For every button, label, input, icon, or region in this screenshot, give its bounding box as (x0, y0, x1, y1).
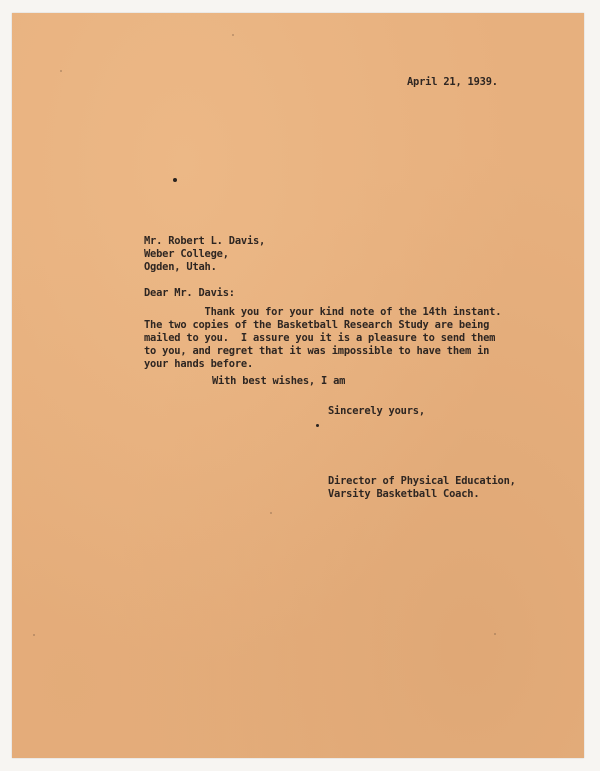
signature-title-line-2: Varsity Basketball Coach. (328, 488, 480, 500)
letter-date: April 21, 1939. (407, 76, 498, 88)
closing-line: Sincerely yours, (328, 405, 425, 417)
paper-speck (60, 70, 62, 72)
body-line-4: to you, and regret that it was impossible to have them in (144, 345, 490, 357)
body-line-5: your hands before. (144, 358, 254, 370)
body-line-1: Thank you for your kind note of the 14th instant. (144, 306, 502, 318)
signature-title-line-1: Director of Physical Education, (328, 475, 516, 487)
ink-mark (316, 424, 319, 427)
body-line-2: The two copies of the Basketball Research Study are being (144, 319, 490, 331)
paper-speck (494, 633, 496, 635)
recipient-name: Mr. Robert L. Davis, (144, 235, 266, 247)
paper-speck (270, 512, 272, 514)
recipient-city: Ogden, Utah. (144, 261, 217, 273)
paper-speck (232, 34, 234, 36)
best-wishes-line: With best wishes, I am (212, 375, 346, 387)
recipient-institution: Weber College, (144, 248, 229, 260)
body-line-3: mailed to you. I assure you it is a pleasure to send them (144, 332, 496, 344)
ink-mark (173, 178, 177, 182)
salutation: Dear Mr. Davis: (144, 287, 235, 299)
paper-speck (33, 634, 35, 636)
